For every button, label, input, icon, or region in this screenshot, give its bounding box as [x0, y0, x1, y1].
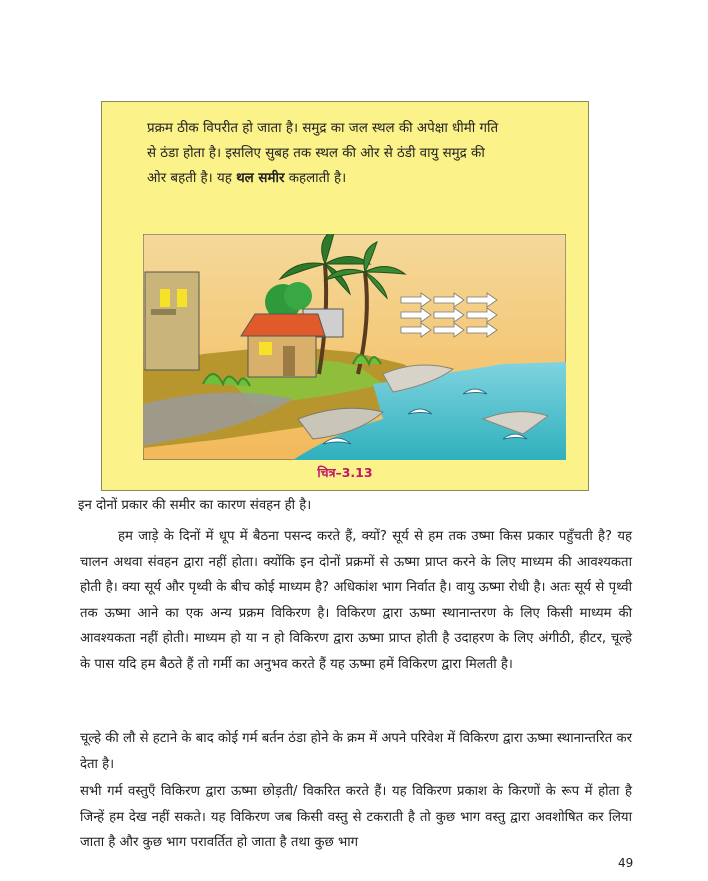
- window: [259, 342, 272, 355]
- paragraph-1: इन दोनों प्रकार की समीर का कारण संवहन ही है।: [78, 498, 312, 513]
- window: [177, 289, 187, 307]
- building: [145, 272, 199, 370]
- roof: [241, 314, 325, 336]
- house: [248, 332, 316, 377]
- paragraph-2: हम जाड़े के दिनों में धूप में बैठना पसन्द करते हैं, क्यों? सूर्य से हम तक उष्मा किस प्रकार पहुँचती है? यह चालन अथवा संवहन द्वारा नहीं होता। क्योंकि इन दोनों प्रक्रमों से ऊष्मा प्राप्त करने के लिए माध्यम की आवश्यकता होती है। क्या सूर्य और पृथ्वी के बीच कोई माध्यम है? अधिकांश भाग निर्वात है। वायु ऊष्मा रोधी है। अतः सूर्य से पृथ्वी तक ऊष्मा आने का एक अन्य प्रक्रम विकिरण है। विकिरण द्वारा ऊष्मा स्थानान्तरण के लिए किसी माध्यम की आवश्यकता नहीं होती। माध्यम हो या न हो विकिरण द्वारा ऊष्मा प्राप्त होती है उदाहरण के लिए अंगीठी, हीटर, चूल्हे के पास यदि हम बैठते हैं तो गर्मी का अनुभव करते हैं यह ऊष्मा हमें विकिरण द्वारा मिलती है।: [80, 529, 632, 672]
- term-thal-sameer: थल समीर: [236, 171, 285, 186]
- page-number: 49: [618, 856, 634, 870]
- paragraph-4: सभी गर्म वस्तुएँ विकिरण द्वारा ऊष्मा छोड़ती/ विकरित करते हैं। यह विकिरण प्रकाश के किरणों के रूप में होता है जिन्हें हम देख नहीं सकते। यह विकिरण जब किसी वस्तु से टकराती है तो कुछ भाग वस्तु द्वारा अवशोषित कर लिया जाता है और कुछ भाग परावर्तित हो जाता है तथा कुछ भाग: [80, 784, 632, 851]
- box-line-3-pre: ओर बहती है। यह: [147, 171, 237, 186]
- window: [160, 289, 170, 307]
- figure-box: [101, 101, 589, 491]
- door: [283, 346, 295, 376]
- figure-caption: चित्र–3.13: [317, 465, 373, 480]
- window: [151, 309, 176, 315]
- paragraph-3: चूल्हे की लौ से हटाने के बाद कोई गर्म बर्तन ठंडा होने के क्रम में अपने परिवेश में विकिरण द्वारा ऊष्मा स्थानान्तरित कर देता है।: [80, 731, 632, 772]
- box-line-1: प्रक्रम ठीक विपरीत हो जाता है। समुद्र का जल स्थल की अपेक्षा धीमी गति: [147, 121, 499, 136]
- box-line-3-post: कहलाती है।: [284, 171, 347, 186]
- breeze-arrows: [401, 293, 497, 337]
- box-line-3: [147, 166, 567, 191]
- bush: [284, 282, 312, 310]
- land-breeze-illustration: [143, 234, 566, 460]
- box-line-2: से ठंडा होता है। इसलिए सुबह तक स्थल की ओर से ठंडी वायु समुद्र की: [147, 146, 485, 161]
- box-text: [147, 116, 567, 191]
